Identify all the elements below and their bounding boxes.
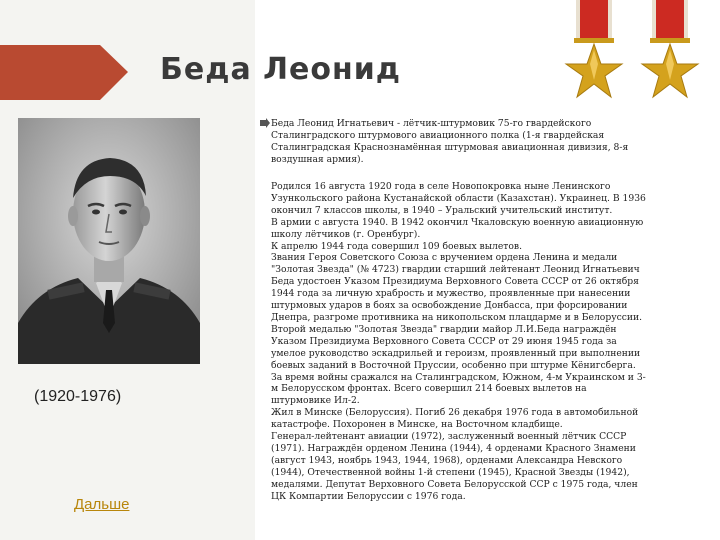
red-arrow-icon	[0, 45, 130, 100]
bio-body	[271, 181, 671, 502]
gold-star-medal-icon	[562, 0, 626, 108]
next-link[interactable]: Дальше	[74, 496, 130, 513]
bio-line: ЦК Компартии Белоруссии с 1976 года.	[271, 490, 466, 502]
bio-intro-text: Беда Леонид Игнатьевич - лётчик-штурмовик 75-го гвардейского Сталинградского штурмового авиационного полка (1-я гвардейская Сталинградская Краснознамённая штурмовая авиационная дивизия, 8-я воздушная армия).	[271, 118, 629, 165]
gold-star-medal-icon	[638, 0, 702, 108]
bio-line: окончил 7 классов школы, в 1940 – Уральский учительский институт.	[271, 204, 613, 216]
bio-line: "Золотая Звезда" (№ 4723) гвардии старший лейтенант Леонид Игнатьевич	[271, 264, 640, 276]
bio-line: боевых заданий в Восточной Пруссии, особенно при штурме Кёнигсберга.	[271, 359, 636, 371]
bio-line: Беда удостоен Указом Президиума Верховного Совета СССР от 26 октября	[271, 276, 639, 288]
bio-line: 1944 года за личную храбрость и мужество, проявленные при нанесении	[271, 288, 631, 300]
bio-intro	[271, 118, 671, 166]
bio-line: Второй медалью "Золотая Звезда" гвардии майор Л.И.Беда награждён	[271, 323, 617, 335]
bio-line: м Белорусском фронтах. Всего совершил 214 боевых вылетов на	[271, 383, 587, 395]
bio-line: Жил в Минске (Белоруссия). Погиб 26 декабря 1976 года в автомобильной	[271, 407, 639, 419]
slide-title: Беда Леонид	[160, 52, 401, 87]
bio-line: (1971). Награждён орденом Ленина (1944), 4 орденами Красного Знамени	[271, 442, 636, 454]
bio-line: умелое руководство эскадрильей и героизм, проявленный при выполнении	[271, 347, 641, 359]
bio-line: штурмовике Ил-2.	[271, 395, 360, 407]
bio-line: За время войны сражался на Сталинградском, Южном, 4-м Украинском и 3-	[271, 371, 646, 383]
bio-line: катастрофе. Похоронен в Минске, на Восточном кладбище.	[271, 419, 563, 431]
bio-line: Узункольского района Кустанайской области (Казахстан). Украинец. В 1936	[271, 192, 646, 204]
bio-line: школу лётчиков (г. Оренбург).	[271, 228, 421, 240]
bio-line: Указом Президиума Верховного Совета СССР от 29 июня 1945 года за	[271, 335, 617, 347]
bio-line: Генерал-лейтенант авиации (1972), заслуженный военный лётчик СССР	[271, 431, 627, 443]
bio-line: Родился 16 августа 1920 года в селе Новопокровка ныне Ленинского	[271, 181, 611, 192]
bullet-arrow-icon	[260, 118, 270, 128]
life-years: (1920-1976)	[34, 388, 122, 405]
bio-line: К апрелю 1944 года совершил 109 боевых вылетов.	[271, 240, 523, 252]
bio-line: В армии с августа 1940. В 1942 окончил Чкаловскую военную авиационную	[271, 216, 644, 228]
bio-line: Днепра, разгроме противника на никопольском плацдарме и в Белоруссии.	[271, 311, 643, 323]
bio-line: Звания Героя Советского Союза с вручением ордена Ленина и медали	[271, 252, 618, 264]
bio-line: (1944), Отечественной войны 1-й степени (1945), Красной Звезды (1942),	[271, 466, 630, 478]
bio-line: (август 1943, ноябрь 1943, 1944, 1968), орденами Александра Невского	[271, 454, 623, 466]
portrait-photo	[18, 118, 200, 364]
bio-line: штурмовых ударов в боях за освобождение Донбасса, при форсировании	[271, 300, 628, 312]
bio-line: медалями. Депутат Верховного Совета Белорусской ССР с 1975 года, член	[271, 478, 638, 490]
